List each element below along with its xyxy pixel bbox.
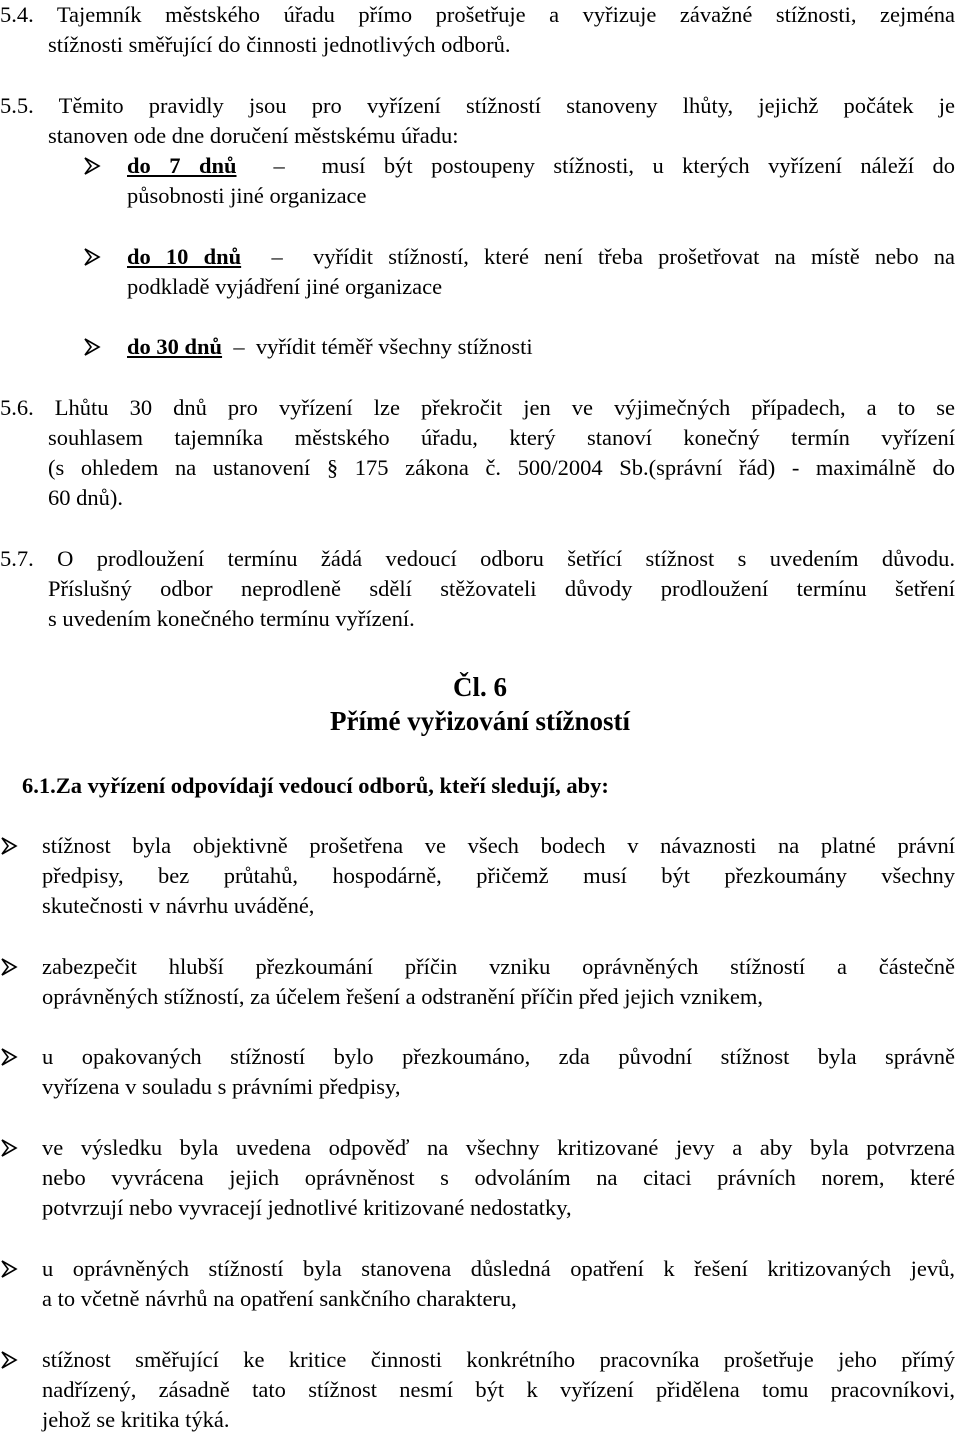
para-5-6-line-3: (s ohledem na ustanovení § 175 zákona č. 500/2004 Sb.(správní řád) - maximálně do	[48, 455, 955, 480]
arrow-bullet-icon	[0, 1042, 34, 1072]
para-6-1: 6.1.Za vyřízení odpovídají vedoucí odborů, kteří sledují, aby:	[22, 773, 609, 798]
para-5-4-line-2: stížnosti směřující do činnosti jednotlivých odborů.	[48, 32, 511, 57]
arrow-bullet-icon	[0, 831, 34, 861]
bullet-2-line-2: oprávněných stížností, za účelem řešení a odstranění příčin před jejich vznikem,	[42, 984, 763, 1009]
para-5-5-line-2: stanoven ode dne doručení městskému úřadu:	[48, 123, 459, 148]
para-5-7-line-3: s uvedením konečného termínu vyřízení.	[48, 606, 415, 631]
arrow-bullet-icon	[0, 1254, 34, 1284]
arrow-bullet-icon	[0, 1133, 34, 1163]
bullet-1-line-1: stížnost byla objektivně prošetřena ve všech bodech v návaznosti na platné právní	[42, 833, 955, 858]
bullet-4-line-2: nebo vyvrácena jejich oprávněnost s odvoláním na citaci právních norem, které	[42, 1165, 955, 1190]
bullet-3-line-2: vyřízena v souladu s právními předpisy,	[42, 1074, 401, 1099]
term-item-1-line-2: působnosti jiné organizace	[127, 183, 367, 208]
arrow-bullet-icon	[83, 332, 117, 362]
bullet-4-line-1: ve výsledku byla uvedena odpověď na všechny kritizované jevy a aby byla potvrzena	[42, 1135, 955, 1160]
term-label: do 30 dnů	[127, 334, 223, 359]
arrow-bullet-icon	[0, 1345, 34, 1375]
para-5-6-line-1: 5.6. Lhůtu 30 dnů pro vyřízení lze překročit jen ve výjimečných případech, a to se	[0, 395, 955, 420]
term-item-3-line-1: do 30 dnů – vyřídit téměř všechny stížnosti	[127, 334, 533, 359]
arrow-bullet-icon	[83, 151, 117, 181]
term-item-1-line-1: do 7 dnů – musí být postoupeny stížnosti, u kterých vyřízení náleží do	[127, 153, 956, 178]
para-5-7-line-2: Příslušný odbor neprodleně sdělí stěžovateli důvody prodloužení termínu šetření	[48, 576, 955, 601]
bullet-1-line-2: předpisy, bez průtahů, hospodárně, přičemž musí být přezkoumány všechny	[42, 863, 955, 888]
term-label: do 10 dnů	[127, 244, 242, 269]
arrow-bullet-icon	[0, 952, 34, 982]
para-5-6-line-2: souhlasem tajemníka městského úřadu, který stanoví konečný termín vyřízení	[48, 425, 955, 450]
bullet-6-line-2: nadřízený, zásadně tato stížnost nesmí být k vyřízení přidělena tomu pracovníkovi,	[42, 1377, 955, 1402]
bullet-6-line-1: stížnost směřující ke kritice činnosti konkrétního pracovníka prošetřuje jeho přímý	[42, 1347, 955, 1372]
para-5-5-line-1: 5.5. Těmito pravidly jsou pro vyřízení stížností stanoveny lhůty, jejichž počátek je	[0, 93, 955, 118]
term-text: musí být postoupeny stížnosti, u kterých vyřízení náleží do	[321, 153, 956, 178]
bullet-5-line-2: a to včetně návrhů na opatření sankčního charakteru,	[42, 1286, 517, 1311]
term-text: vyřídit téměř všechny stížnosti	[255, 334, 533, 359]
term-text: vyřídit stížností, které není třeba prošetřovat na místě nebo na	[313, 244, 955, 269]
term-item-2-line-2: podkladě vyjádření jiné organizace	[127, 274, 443, 299]
term-item-2-line-1: do 10 dnů – vyřídit stížností, které není třeba prošetřovat na místě nebo na	[127, 244, 955, 269]
article-title: Přímé vyřizování stížností	[330, 706, 630, 736]
article-number: Čl. 6	[453, 672, 507, 702]
bullet-1-line-3: skutečnosti v návrhu uváděné,	[42, 893, 315, 918]
para-5-6-line-4: 60 dnů).	[48, 485, 123, 510]
arrow-bullet-icon	[83, 242, 117, 272]
bullet-2-line-1: zabezpečit hlubší přezkoumání příčin vzniku oprávněných stížností a částečně	[42, 954, 955, 979]
para-5-4-line-1: 5.4. Tajemník městského úřadu přímo prošetřuje a vyřizuje závažné stížnosti, zejména	[0, 2, 955, 27]
para-5-7-line-1: 5.7. O prodloužení termínu žádá vedoucí odboru šetřící stížnost s uvedením důvodu.	[0, 546, 955, 571]
bullet-3-line-1: u opakovaných stížností bylo přezkoumáno, zda původní stížnost byla správně	[42, 1044, 955, 1069]
bullet-6-line-3: jehož se kritika týká.	[42, 1407, 230, 1432]
bullet-4-line-3: potvrzují nebo vyvracejí jednotlivé kritizované nedostatky,	[42, 1195, 572, 1220]
term-label: do 7 dnů	[127, 153, 237, 178]
bullet-5-line-1: u oprávněných stížností byla stanovena důsledná opatření k řešení kritizovaných jevů,	[42, 1256, 955, 1281]
